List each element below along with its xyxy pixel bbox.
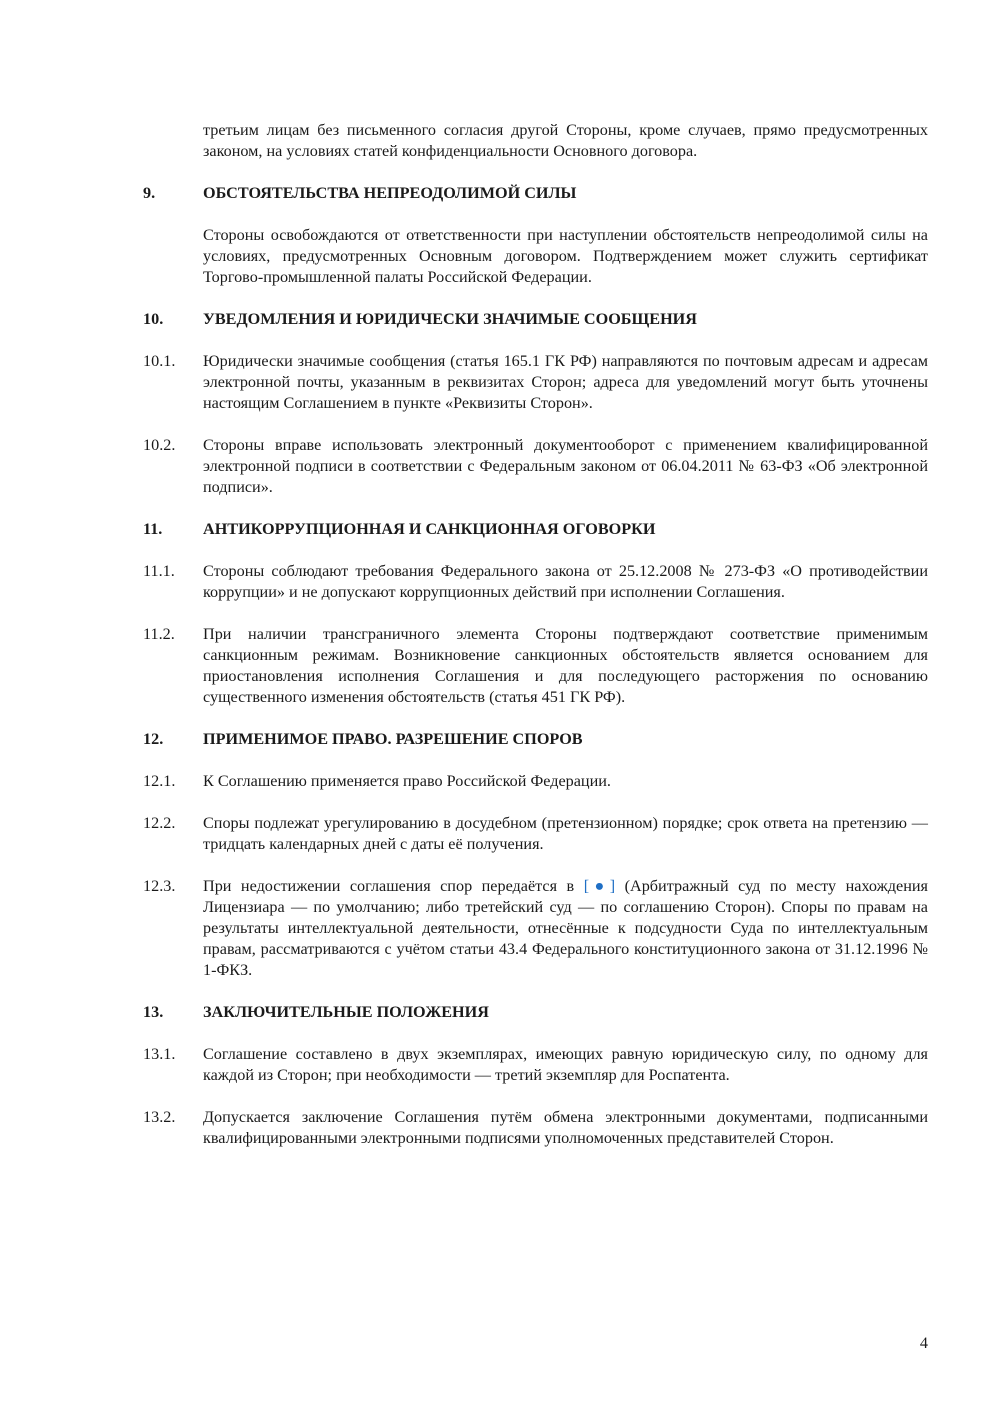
clause-number: 12.1. [143, 772, 176, 790]
page-number: 4 [919, 1334, 928, 1352]
section-number: 12. [143, 730, 164, 748]
clause-text: Споры подлежат урегулированию в досудебном (претензионном) порядке; срок ответа на претензию — тридцать календарных дней с даты её получения. [203, 814, 928, 853]
section-heading-12 [143, 729, 928, 750]
section-number: 13. [143, 1003, 164, 1021]
clause-text-before: При недостижении соглашения спор передаётся в [203, 877, 584, 895]
clause-11-1 [143, 561, 928, 603]
clause-text [203, 876, 928, 981]
clause-number: 11.2. [143, 625, 175, 643]
section-heading-10 [143, 309, 928, 330]
clause-number: 10.1. [143, 352, 176, 370]
page-content [143, 120, 928, 1149]
clause-number: 10.2. [143, 436, 176, 454]
clause-text: Соглашение составлено в двух экземплярах, имеющих равную юридическую силу, по одному для каждой из Сторон; при необходимости — третий экземпляр для Роспатента. [203, 1045, 928, 1084]
clause-12-1 [143, 771, 928, 792]
clause-13-2 [143, 1107, 928, 1149]
continuation-paragraph: третьим лицам без письменного согласия другой Стороны, кроме случаев, прямо предусмотренных законом, на условиях статей конфиденциальности Основного договора. [203, 121, 928, 160]
clause-10-1 [143, 351, 928, 414]
clause-12-3 [143, 876, 928, 981]
section-title: УВЕДОМЛЕНИЯ И ЮРИДИЧЕСКИ ЗНАЧИМЫЕ СООБЩЕНИЯ [203, 310, 697, 328]
clause-number: 13.1. [143, 1045, 176, 1063]
clause-text: При наличии трансграничного элемента Стороны подтверждают соответствие применимым санкционным режимам. Возникновение санкционных обстоятельств является основанием для приостановления исполнения Соглашения и для последующего расторжения по основанию существенного изменения обстоятельств (статья 451 ГК РФ). [203, 625, 928, 706]
section-heading-13 [143, 1002, 928, 1023]
clause-text: Допускается заключение Соглашения путём обмена электронными документами, подписанными квалифицированными электронными подписями уполномоченных представителей Сторон. [203, 1108, 928, 1147]
clause-text-after: (Арбитражный суд по месту нахождения Лицензиара — по умолчанию; либо третейский суд — по соглашению Сторон). Споры по правам на результаты интеллектуальной деятельности, отнесённые к подсудности Суда по интеллектуальным правам, рассматриваются с учётом статьи 43.4 Федерального конституционного закона от 31.12.1996 № 1-ФКЗ. [203, 877, 928, 979]
section-9-body: Стороны освобождаются от ответственности при наступлении обстоятельств непреодолимой силы на условиях, предусмотренных Основным договором. Подтверждением может служить сертификат Торгово-промышленной палаты Российской Федерации. [203, 226, 928, 286]
section-heading-11 [143, 519, 928, 540]
clause-10-2 [143, 435, 928, 498]
clause-number: 13.2. [143, 1108, 176, 1126]
clause-11-2 [143, 624, 928, 708]
section-title: ЗАКЛЮЧИТЕЛЬНЫЕ ПОЛОЖЕНИЯ [203, 1003, 489, 1021]
clause-number: 12.2. [143, 814, 176, 832]
clause-text: Стороны соблюдают требования Федерального закона от 25.12.2008 № 273-ФЗ «О противодействии коррупции» и не допускают коррупционных действий при исполнении Соглашения. [203, 562, 928, 601]
section-title: ПРИМЕНИМОЕ ПРАВО. РАЗРЕШЕНИЕ СПОРОВ [203, 730, 583, 748]
clause-text: Юридически значимые сообщения (статья 165.1 ГК РФ) направляются по почтовым адресам и адресам электронной почты, указанным в реквизитах Сторон; адреса для уведомлений могут быть уточнены настоящим Соглашением в пункте «Реквизиты Сторон». [203, 352, 928, 412]
clause-number: 12.3. [143, 877, 176, 895]
clause-text: Стороны вправе использовать электронный документооборот с применением квалифицированной электронной подписи в соответствии с Федеральным законом от 06.04.2011 № 63-ФЗ «Об электронной подписи». [203, 436, 928, 496]
section-heading-9 [143, 183, 928, 204]
clause-13-1 [143, 1044, 928, 1086]
section-title: ОБСТОЯТЕЛЬСТВА НЕПРЕОДОЛИМОЙ СИЛЫ [203, 184, 577, 202]
clause-text: К Соглашению применяется право Российской Федерации. [203, 772, 611, 790]
section-number: 10. [143, 310, 164, 328]
clause-number: 11.1. [143, 562, 175, 580]
section-title: АНТИКОРРУПЦИОННАЯ И САНКЦИОННАЯ ОГОВОРКИ [203, 520, 656, 538]
clause-12-2 [143, 813, 928, 855]
section-number: 9. [143, 184, 156, 202]
court-placeholder-field[interactable]: [●] [583, 877, 616, 895]
section-number: 11. [143, 520, 163, 538]
